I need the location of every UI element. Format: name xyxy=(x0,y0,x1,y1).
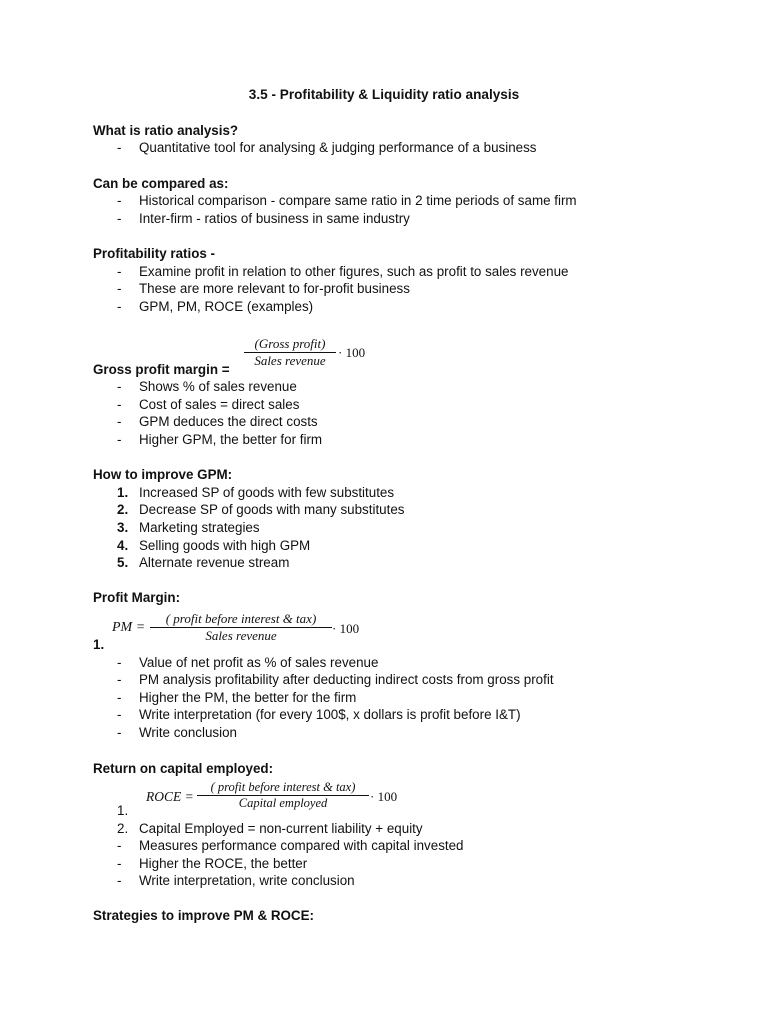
gpm-multiplier: · 100 xyxy=(338,345,366,360)
gpm-numerator: (Gross profit) xyxy=(254,336,326,351)
heading-profit-margin: Profit Margin: xyxy=(93,590,181,605)
page-title: 3.5 - Profitability & Liquidity ratio analysis xyxy=(248,87,520,102)
heading-return-on-capital-employed: Return on capital employed: xyxy=(93,761,274,776)
heading-gross-profit-margin: Gross profit margin = xyxy=(93,362,230,377)
pm-denominator: Sales revenue xyxy=(150,627,332,644)
pm-number-marker: 1. xyxy=(93,637,105,652)
gpm-denominator: Sales revenue xyxy=(244,352,336,369)
heading-how-to-improve-gpm: How to improve GPM: xyxy=(93,467,233,482)
heading-what-is-ratio-analysis: What is ratio analysis? xyxy=(93,123,239,138)
document-page: 3.5 - Profitability & Liquidity ratio analysis What is ratio analysis? - Quantitative tool for analysing & judging performance of a business Can be compared as: - Historical comparison - compare same ratio in 2 time periods of same firm - Inter-firm - ratios of business in same industry Profitability ratios - - Examine profit in relation to other figures, such as profit to sales revenue - These are more relevant to for-profit business - GPM, PM, ROCE (examples) (Gross profit) Sales revenue · 100 Gross profit margin = - Shows % of sales revenue - Cost of sales = direct sales - GPM deduces the direct costs - Higher GPM, the better for firm How to improve GPM: 1. Increased SP of goods with few substitutes 2. Decrease SP of goods with many substitutes 3. Marketing strategies 4. Selling goods with high GPM 5. Alternate revenue stream Profit Margin: PM = ( profit before interest & tax) Sales revenue · 100 1. - Value of net profit as % of sales revenue - PM analysis profitability after deducting indirect costs from gross profit - Higher the PM, the better for the firm - Write interpretation (for every 100$, x dollars is profit before I&T) - Write conclusion Return on capital employed: ROCE = ( profit before interest & tax) Capital employed · 100 1. 2. Capital Employed = non-current liability + equity - Measures performance compared with capital invested - Higher the ROCE, the better - Write interpretation, write conclusion Strategies to improve PM & ROCE: xyxy=(0,0,768,1024)
gpm-fraction xyxy=(244,336,336,369)
heading-can-be-compared: Can be compared as: xyxy=(93,176,229,191)
pm-lhs: PM = xyxy=(112,620,146,635)
pm-multiplier: · 100 xyxy=(332,621,360,636)
roce-numerator: ( profit before interest & tax) xyxy=(210,780,356,794)
pm-fraction xyxy=(150,611,332,644)
heading-profitability-ratios: Profitability ratios - xyxy=(93,246,216,261)
roce-fraction xyxy=(197,780,369,811)
pm-numerator: ( profit before interest & tax) xyxy=(165,611,317,626)
roce-multiplier: · 100 xyxy=(370,789,398,804)
roce-denominator: Capital employed xyxy=(197,795,369,811)
heading-strategies-improve-pm-roce: Strategies to improve PM & ROCE: xyxy=(93,908,314,923)
roce-lhs: ROCE = xyxy=(146,789,194,804)
